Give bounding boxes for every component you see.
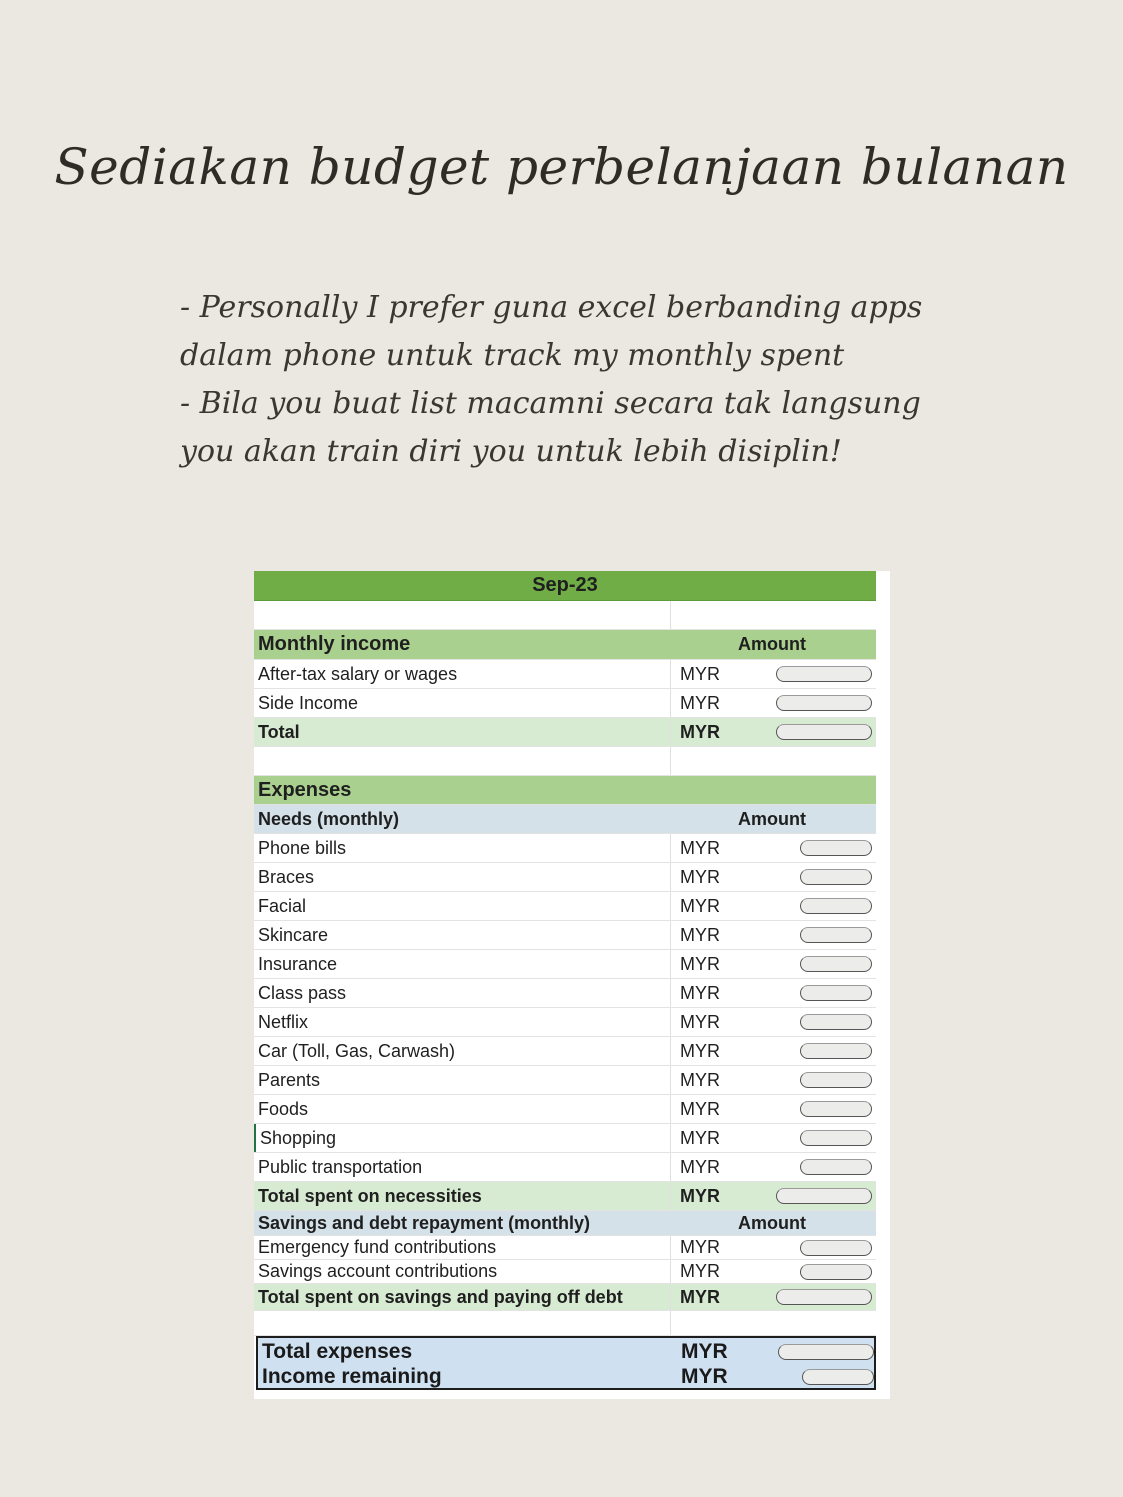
expense-label: Netflix bbox=[254, 1008, 671, 1036]
redacted-amount bbox=[800, 1072, 872, 1088]
total-expenses-label: Total expenses bbox=[262, 1339, 413, 1363]
redacted-amount bbox=[800, 1043, 872, 1059]
income-remaining-row[interactable] bbox=[258, 1364, 874, 1389]
currency: MYR bbox=[680, 953, 720, 974]
income-label: After-tax salary or wages bbox=[254, 660, 671, 688]
savings-header: Savings and debt repayment (monthly) bbox=[258, 1212, 591, 1233]
redacted-amount bbox=[800, 1159, 872, 1175]
needs-header: Needs (monthly) bbox=[258, 808, 400, 829]
savings-total-label: Total spent on savings and paying off debt bbox=[254, 1284, 671, 1310]
income-header: Monthly income bbox=[258, 633, 411, 655]
redacted-amount bbox=[800, 898, 872, 914]
redacted-amount bbox=[800, 1130, 872, 1146]
expense-row[interactable] bbox=[254, 1124, 876, 1153]
note-1: - Personally I prefer guna excel berbanding apps dalam phone untuk track my monthly spent bbox=[180, 290, 923, 373]
needs-header-row[interactable] bbox=[254, 805, 876, 834]
redacted-amount bbox=[800, 956, 872, 972]
expenses-header-row[interactable] bbox=[254, 776, 876, 805]
page-title: Sediakan budget perbelanjaan bulanan bbox=[54, 138, 1069, 196]
redacted-amount bbox=[800, 1101, 872, 1117]
currency: MYR bbox=[680, 924, 720, 945]
expense-label: Parents bbox=[254, 1066, 671, 1094]
budget-spreadsheet bbox=[254, 571, 890, 1399]
needs-total-row[interactable] bbox=[254, 1182, 876, 1211]
income-header-row[interactable] bbox=[254, 630, 876, 660]
currency: MYR bbox=[680, 1127, 720, 1148]
currency: MYR bbox=[680, 1286, 720, 1307]
currency: MYR bbox=[680, 1237, 720, 1257]
currency: MYR bbox=[680, 692, 720, 713]
currency: MYR bbox=[680, 1185, 720, 1206]
currency: MYR bbox=[680, 1156, 720, 1177]
blank-row[interactable] bbox=[254, 1311, 876, 1336]
redacted-amount bbox=[800, 1240, 872, 1256]
redacted-amount bbox=[776, 724, 872, 740]
redacted-amount bbox=[776, 1289, 872, 1305]
blank-row[interactable] bbox=[254, 747, 876, 776]
currency: MYR bbox=[680, 982, 720, 1003]
income-amount-header: Amount bbox=[738, 634, 806, 654]
currency: MYR bbox=[680, 1011, 720, 1032]
income-label: Side Income bbox=[254, 689, 671, 717]
expense-label: Car (Toll, Gas, Carwash) bbox=[254, 1037, 671, 1065]
currency: MYR bbox=[680, 1069, 720, 1090]
savings-row[interactable] bbox=[254, 1260, 876, 1284]
expense-label: Phone bills bbox=[254, 834, 671, 862]
expense-row[interactable] bbox=[254, 834, 876, 863]
summary-block[interactable] bbox=[256, 1336, 876, 1390]
income-row[interactable] bbox=[254, 660, 876, 689]
redacted-amount bbox=[802, 1369, 874, 1385]
redacted-amount bbox=[800, 985, 872, 1001]
blank-row[interactable] bbox=[254, 601, 876, 630]
expense-row[interactable] bbox=[254, 863, 876, 892]
expense-label: Insurance bbox=[254, 950, 671, 978]
expense-label: Class pass bbox=[254, 979, 671, 1007]
savings-label: Savings account contributions bbox=[254, 1260, 671, 1283]
redacted-amount bbox=[778, 1344, 874, 1360]
currency: MYR bbox=[681, 1339, 728, 1363]
expense-row[interactable] bbox=[254, 1095, 876, 1124]
income-row[interactable] bbox=[254, 689, 876, 718]
expense-row[interactable] bbox=[254, 1037, 876, 1066]
currency: MYR bbox=[681, 1364, 728, 1388]
currency: MYR bbox=[680, 1040, 720, 1061]
expense-label: Braces bbox=[254, 863, 671, 891]
expense-row[interactable] bbox=[254, 1066, 876, 1095]
expense-label: Foods bbox=[254, 1095, 671, 1123]
expense-label: Skincare bbox=[254, 921, 671, 949]
currency: MYR bbox=[680, 1098, 720, 1119]
expense-row[interactable] bbox=[254, 1153, 876, 1182]
income-total-label: Total bbox=[254, 718, 671, 746]
redacted-amount bbox=[800, 1264, 872, 1280]
income-total-row[interactable] bbox=[254, 718, 876, 747]
period-header[interactable]: Sep-23 bbox=[254, 571, 876, 601]
total-expenses-row[interactable] bbox=[258, 1339, 874, 1364]
expense-row[interactable] bbox=[254, 1008, 876, 1037]
needs-amount-header: Amount bbox=[738, 808, 806, 829]
currency: MYR bbox=[680, 663, 720, 684]
redacted-amount bbox=[776, 695, 872, 711]
currency: MYR bbox=[680, 1261, 720, 1281]
notes bbox=[180, 284, 960, 476]
savings-label: Emergency fund contributions bbox=[254, 1236, 671, 1259]
redacted-amount bbox=[776, 1188, 872, 1204]
currency: MYR bbox=[680, 895, 720, 916]
currency: MYR bbox=[680, 837, 720, 858]
savings-amount-header: Amount bbox=[738, 1212, 806, 1233]
expense-label: Shopping bbox=[254, 1124, 671, 1152]
redacted-amount bbox=[800, 840, 872, 856]
expense-row[interactable] bbox=[254, 892, 876, 921]
expense-row[interactable] bbox=[254, 950, 876, 979]
needs-total-label: Total spent on necessities bbox=[254, 1182, 671, 1210]
redacted-amount bbox=[800, 927, 872, 943]
expense-row[interactable] bbox=[254, 921, 876, 950]
expense-label: Facial bbox=[254, 892, 671, 920]
savings-header-row[interactable] bbox=[254, 1211, 876, 1236]
redacted-amount bbox=[800, 1014, 872, 1030]
redacted-amount bbox=[776, 666, 872, 682]
note-2: - Bila you buat list macamni secara tak langsung you akan train diri you untuk lebih disiplin! bbox=[180, 386, 921, 469]
savings-total-row[interactable] bbox=[254, 1284, 876, 1311]
redacted-amount bbox=[800, 869, 872, 885]
currency: MYR bbox=[680, 866, 720, 887]
expense-label: Public transportation bbox=[254, 1153, 671, 1181]
expenses-header: Expenses bbox=[258, 778, 352, 801]
currency: MYR bbox=[680, 721, 720, 742]
savings-row[interactable] bbox=[254, 1236, 876, 1260]
income-remaining-label: Income remaining bbox=[262, 1364, 442, 1388]
expense-row[interactable] bbox=[254, 979, 876, 1008]
